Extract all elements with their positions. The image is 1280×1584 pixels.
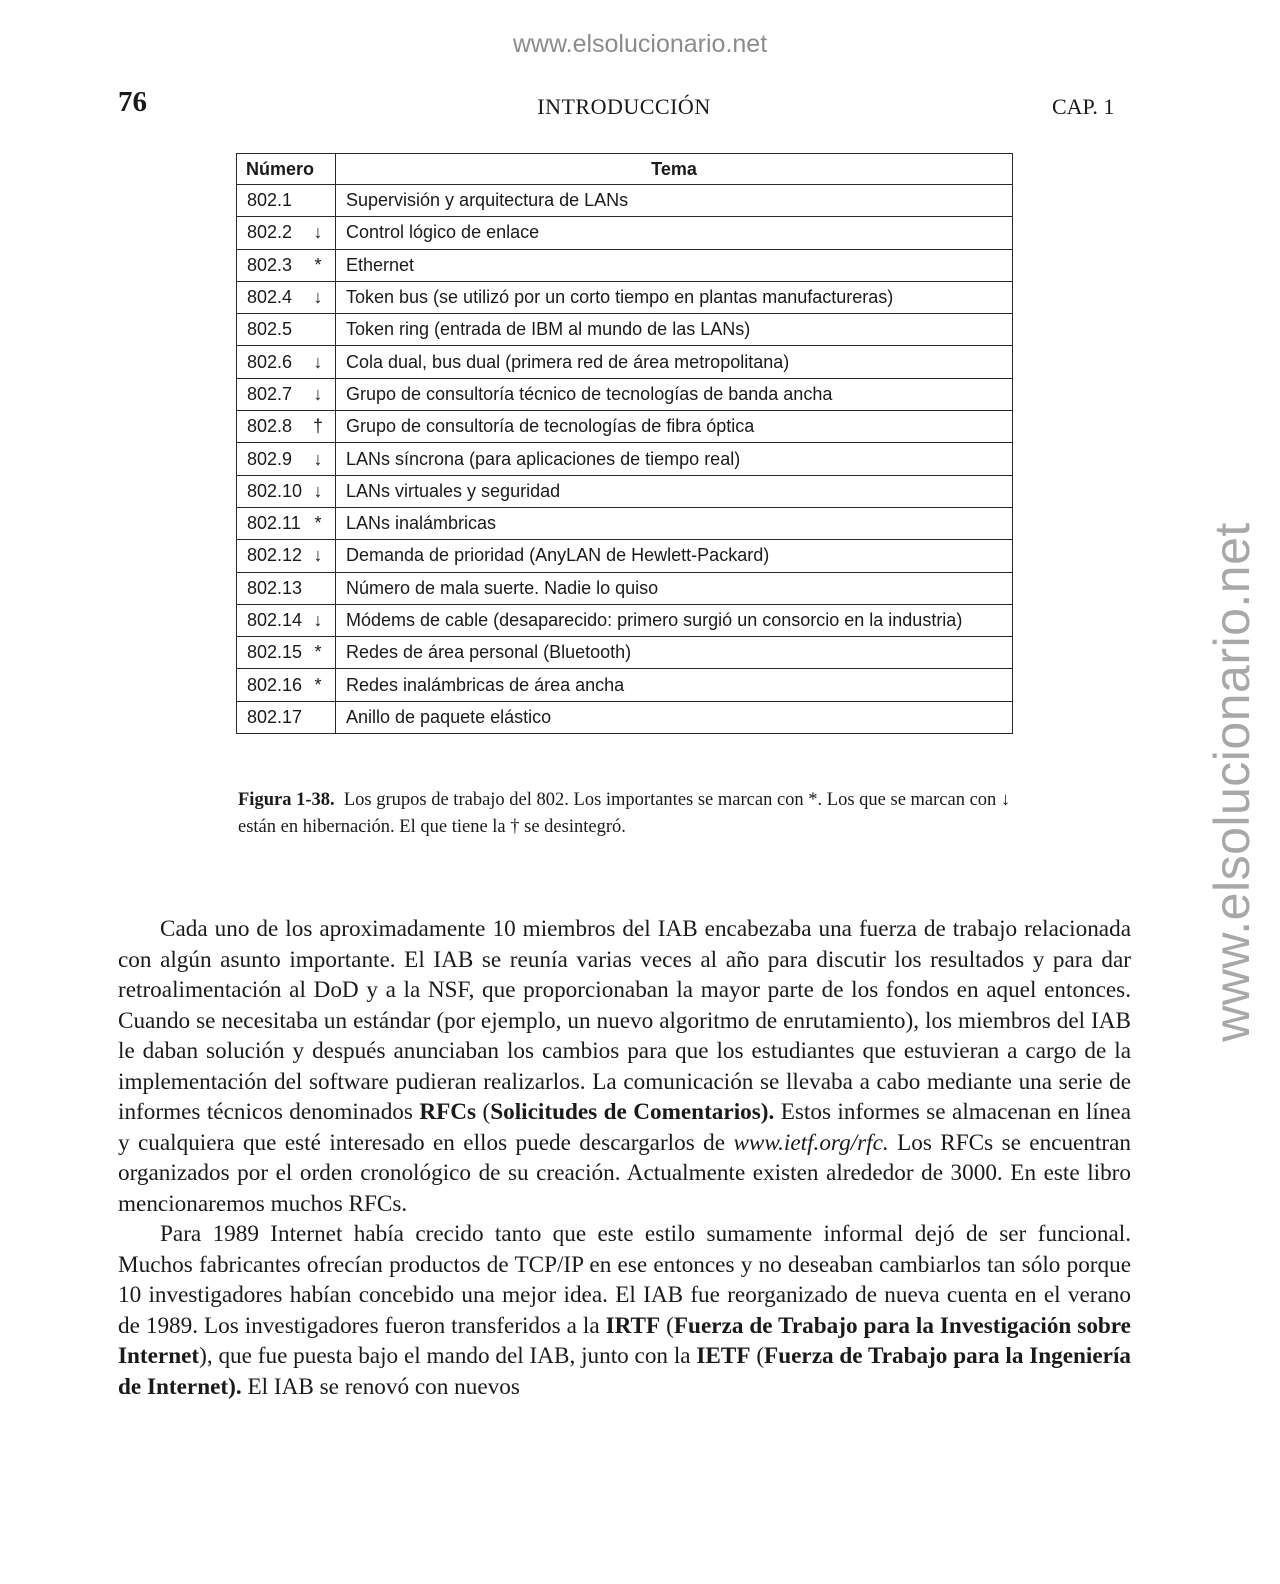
group-number: 802.3 [247, 254, 293, 275]
paragraph-text: El IAB se renovó con nuevos [241, 1373, 520, 1400]
status-mark: ↓ [313, 610, 323, 630]
table-row [237, 507, 1013, 539]
status-mark: ↓ [313, 351, 323, 372]
group-number: 802.8 [247, 416, 293, 437]
topic-cell: Redes inalámbricas de área ancha [336, 669, 1013, 701]
group-number: 802.2 [247, 222, 293, 243]
table-row [237, 346, 1013, 378]
number-cell [237, 411, 336, 443]
rfc-url: www.ietf.org/rfc. [733, 1129, 889, 1156]
group-number: 802.11 [247, 513, 301, 534]
group-number: 802.10 [247, 480, 303, 501]
topic-cell: Grupo de consultoría técnico de tecnologías de banda ancha [336, 378, 1013, 410]
table-row [237, 249, 1013, 281]
status-mark: ↓ [313, 383, 323, 404]
table-row [237, 701, 1013, 733]
paragraph [118, 1219, 1131, 1402]
watermark-top: www.elsolucionario.net [512, 30, 768, 58]
term-rfcs-expansion: Solicitudes de Comentarios [490, 1099, 761, 1125]
table-row [237, 443, 1013, 475]
status-mark: * [314, 513, 322, 534]
number-cell [237, 378, 336, 410]
group-number: 802.7 [247, 383, 293, 404]
topic-cell: Módems de cable (desaparecido: primero surgió un consorcio en la industria) [336, 604, 1013, 636]
table-header-row [237, 154, 1013, 185]
status-mark: * [314, 674, 322, 695]
topic-cell: LANs síncrona (para aplicaciones de tiempo real) [336, 443, 1013, 475]
body-text [118, 914, 1131, 1402]
topic-cell: Número de mala suerte. Nadie lo quiso [336, 572, 1013, 604]
group-number: 802.16 [247, 674, 303, 695]
term-ietf-expansion: Fuerza de Trabajo para la Ingeniería de Internet [118, 1343, 1131, 1400]
status-mark: * [314, 254, 322, 275]
table-row [237, 475, 1013, 507]
column-header-topic: Tema [336, 154, 1013, 185]
paragraph-text: ( [750, 1343, 765, 1369]
figure-caption-text: Los grupos de trabajo del 802. Los importantes se marcan con *. Los que se marcan con ↓ están en hibernación. El que tiene la † se desintegró. [238, 790, 1011, 837]
number-cell [237, 540, 336, 572]
table-row [237, 540, 1013, 572]
number-cell [237, 249, 336, 281]
number-cell [237, 604, 336, 636]
group-number: 802.4 [247, 287, 293, 308]
term-ietf: IETF [696, 1343, 751, 1369]
paragraph-text: ). [760, 1099, 775, 1125]
topic-cell: Grupo de consultoría de tecnologías de fibra óptica [336, 411, 1013, 443]
paragraph-text: Cada uno de los aproximadamente 10 miembros del IAB encabezaba una fuerza de trabajo relacionada con algún asunto importante. El IAB se reunía varias veces al año para discutir los resultados y para dar retroalimentación al DoD y a la NSF, que proporcionaban la mayor parte de los fondos en aquel entonces. Cuando se necesitaba un estándar (por ejemplo, un nuevo algoritmo de enrutamiento), los miembros del IAB le daban solución y después anunciaban los cambios para que los estudiantes que estuvieran a cargo de la implementación del software pudieran realizarlos. La comunicación se llevaba a cabo mediante una serie de informes técnicos denominados [118, 916, 1131, 1125]
topic-cell: Ethernet [336, 249, 1013, 281]
working-groups-table [236, 153, 1013, 734]
term-irtf-expansion: Fuerza de Trabajo para la Investigación sobre Internet [118, 1312, 1131, 1369]
number-cell [237, 475, 336, 507]
group-number: 802.13 [247, 577, 303, 598]
paragraph-text: Los RFCs se encuentran organizados por el orden cronológico de su creación. Actualmente existen alrededor de 3000. En este libro mencionaremos muchos RFCs. [118, 1129, 1131, 1217]
term-irtf: IRTF [605, 1312, 661, 1339]
status-mark: ↓ [313, 287, 323, 308]
paragraph-text: ( [660, 1312, 674, 1339]
number-cell [237, 346, 336, 378]
number-cell [237, 443, 336, 475]
topic-cell: Cola dual, bus dual (primera red de área metropolitana) [336, 346, 1013, 378]
topic-cell: Token ring (entrada de IBM al mundo de las LANs) [336, 314, 1013, 346]
status-mark: ↓ [313, 222, 323, 243]
topic-cell: Token bus (se utilizó por un corto tiempo en plantas manufactureras) [336, 281, 1013, 313]
status-mark: ↓ [313, 480, 323, 501]
group-number: 802.12 [247, 545, 303, 566]
number-cell [237, 185, 336, 217]
topic-cell: Control lógico de enlace [336, 217, 1013, 249]
table-body [237, 185, 1013, 734]
topic-cell: Redes de área personal (Bluetooth) [336, 637, 1013, 669]
table-row [237, 604, 1013, 636]
status-mark: * [314, 642, 322, 663]
group-number: 802.17 [247, 706, 303, 727]
table-row [237, 281, 1013, 313]
figure-caption [238, 787, 1018, 841]
topic-cell: Demanda de prioridad (AnyLAN de Hewlett-Packard) [336, 540, 1013, 572]
number-cell [237, 637, 336, 669]
page-number: 76 [118, 86, 147, 118]
group-number: 802.15 [247, 642, 303, 663]
number-cell [237, 217, 336, 249]
table-row [237, 411, 1013, 443]
number-cell [237, 669, 336, 701]
number-cell [237, 701, 336, 733]
number-cell [237, 507, 336, 539]
paragraph-text: Estos informes se almacenan en línea y cualquiera que esté interesado en ellos puede descargarlos de [118, 1099, 1131, 1156]
number-cell [237, 314, 336, 346]
table-row [237, 637, 1013, 669]
topic-cell: Supervisión y arquitectura de LANs [336, 185, 1013, 217]
number-cell [237, 281, 336, 313]
running-title: INTRODUCCIÓN [537, 94, 711, 119]
number-cell [237, 572, 336, 604]
paragraph-text: ), que fue puesta bajo el mando del IAB, junto con la [199, 1343, 697, 1369]
table-row [237, 378, 1013, 410]
status-mark: † [312, 416, 323, 437]
status-mark: ↓ [313, 448, 323, 469]
paragraph-text: Para 1989 Internet había crecido tanto que este estilo sumamente informal dejó de ser funcional. Muchos fabricantes ofrecían productos de TCP/IP en ese entonces y no deseaban cambiarlos tan sólo porque 10 investigadores habían concebido una mejor idea. El IAB fue reorganizado de nueva cuenta en el verano de 1989. Los investigadores fueron transferidos a la [118, 1221, 1131, 1339]
paragraph-text: ( [476, 1099, 491, 1125]
chapter-label: CAP. 1 [1052, 94, 1115, 119]
figure-label: Figura 1-38. [238, 790, 335, 810]
table-row [237, 314, 1013, 346]
topic-cell: LANs inalámbricas [336, 507, 1013, 539]
paragraph [118, 914, 1131, 1219]
table-row [237, 572, 1013, 604]
status-mark: ↓ [313, 545, 323, 566]
group-number: 802.5 [247, 319, 293, 340]
table-row [237, 217, 1013, 249]
term-rfcs: RFCs [419, 1099, 477, 1125]
topic-cell: LANs virtuales y seguridad [336, 475, 1013, 507]
table-row [237, 669, 1013, 701]
group-number: 802.9 [247, 448, 293, 469]
table-row [237, 185, 1013, 217]
topic-cell: Anillo de paquete elástico [336, 701, 1013, 733]
column-header-number: Número [237, 154, 336, 185]
group-number: 802.14 [247, 610, 303, 630]
paragraph-text: ). [228, 1373, 242, 1400]
group-number: 802.6 [247, 351, 293, 372]
watermark-side: www.elsolucionario.net [1204, 522, 1260, 1042]
group-number: 802.1 [247, 190, 293, 211]
